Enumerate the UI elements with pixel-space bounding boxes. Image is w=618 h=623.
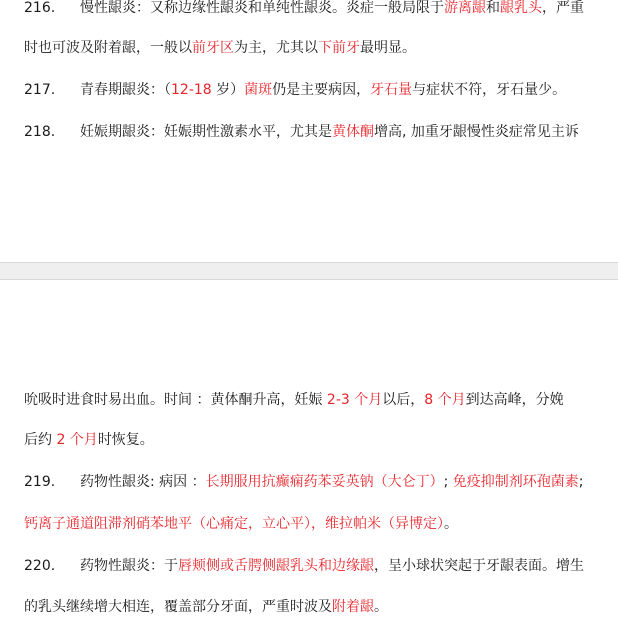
highlighted-term: 游离龈 [444,0,486,16]
text-segment: 慢性龈炎：又称边缘性龈炎和单纯性龈炎。炎症一般局限于 [80,0,444,16]
text-segment: 岁） [211,82,245,98]
text-segment: ，呈小球状突起于牙龈表面。增生 [374,558,584,574]
highlighted-term: 2 个月 [56,432,98,448]
item-number: 220. [24,558,56,574]
item-line [24,0,584,18]
text-segment: 药物性龈炎: 病因 ： [80,474,206,490]
highlighted-term: 龈乳头 [500,0,542,16]
highlighted-term: 8 个月 [424,392,466,408]
text-segment: 。 [444,516,458,532]
highlighted-term: 黄体酮 [332,124,374,140]
text-segment: ，严重 [542,0,584,16]
text-segment: 最明显。 [360,40,416,56]
text-segment: 青春期龈炎：（ [80,82,171,98]
text-segment: 为主，尤其以 [234,40,318,56]
highlighted-term: 长期服用抗癫痫药苯妥英钠（大仑丁） [205,474,444,490]
text-segment: 的乳头继续增大相连，覆盖部分牙面，严重时波及 [24,599,332,615]
item-continuation-line [24,430,154,450]
highlighted-term: 钙离子通道阻滞剂硝苯地平（心痛定，立心平），维拉帕米（异博定） [24,516,444,532]
text-segment: ; [578,474,584,490]
item-line [24,122,579,142]
highlighted-term: 2-3 个月 [326,392,383,408]
text-segment: 。 [374,599,388,615]
text-segment: 吮吸时进食时易出血。时间 ：黄体酮升高，妊娠 [24,392,327,408]
item-number: 217. [24,82,56,98]
page-separator [0,262,618,280]
highlighted-term: 前牙区 [192,40,234,56]
item-number: 219. [24,474,56,490]
text-segment: 后约 [24,432,57,448]
text-segment: 药物性龈炎：于 [80,558,178,574]
text-segment: ; [443,474,453,490]
highlighted-term: 下前牙 [318,40,360,56]
text-segment: 以后， [382,392,425,408]
text-segment: 时也可波及附着龈，一般以 [24,40,192,56]
highlighted-term: 12-18 [171,82,212,98]
text-segment: 增高, 加重牙龈慢性炎症常见主诉 [374,124,579,140]
highlighted-term: 菌斑 [244,82,273,98]
text-segment: 与症状不符，牙石量少。 [412,82,567,98]
text-segment: 到达高峰，分娩 [465,392,564,408]
item-line [24,556,584,576]
item-line [24,80,566,100]
text-segment: 时恢复。 [97,432,154,448]
item-continuation-line [24,390,564,410]
item-continuation-line [24,514,458,534]
text-segment: 和 [486,0,500,16]
item-line [24,472,584,492]
item-continuation-line [24,597,388,617]
item-number: 216. [24,0,56,16]
highlighted-term: 附着龈 [332,599,374,615]
item-number: 218. [24,124,56,140]
text-segment: 妊娠期龈炎：妊娠期性激素水平，尤其是 [80,124,332,140]
highlighted-term: 免疫抑制剂环孢菌素 [452,474,579,490]
highlighted-term: 牙石量 [370,82,413,98]
text-segment: 仍是主要病因， [272,82,371,98]
item-continuation-line [24,38,416,58]
highlighted-term: 唇颊侧或舌腭侧龈乳头和边缘龈 [178,558,374,574]
